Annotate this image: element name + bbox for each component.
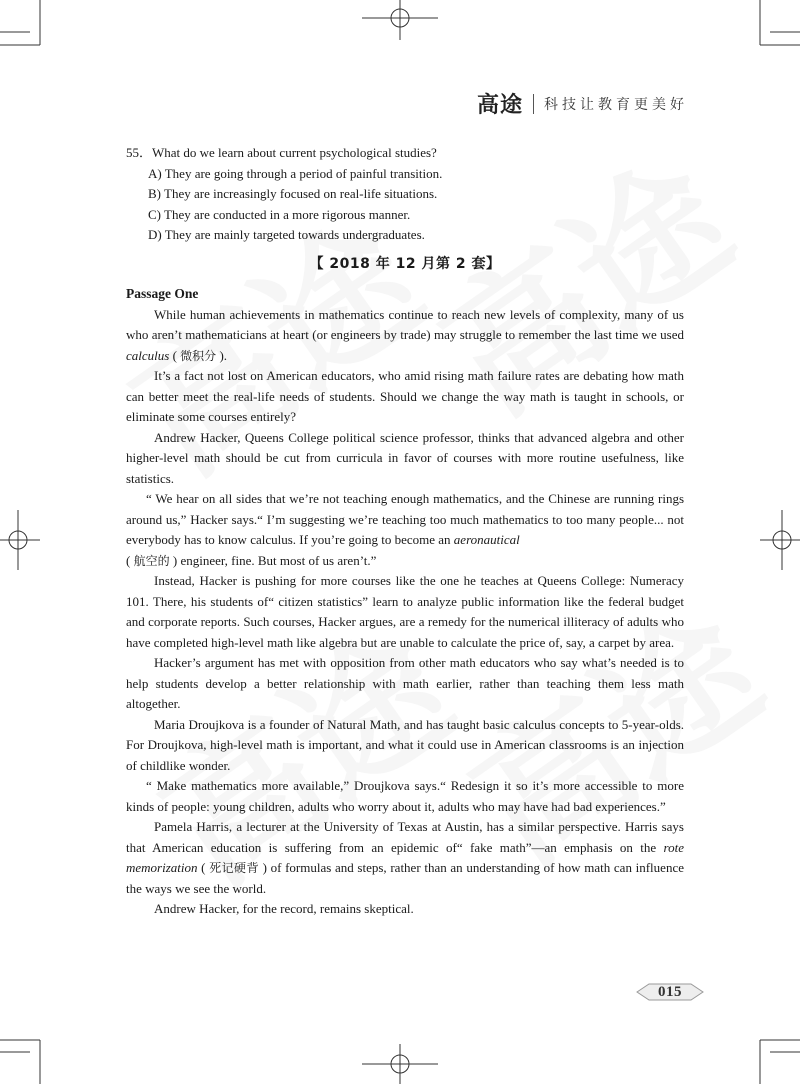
paragraph-4: “ We hear on all sides that we’re not teaching enough mathematics, and the Chinese are running rings around us,” Hacker says.“ I’m suggesting we’re teaching too much mathematics to too many people... not everybody has to know calculus. If you’re going to become an aeronautical ( 航空的 ) engineer, fine. But most of us aren’t.” — [126, 491, 684, 568]
paragraph-1: While human achievements in mathematics continue to reach new levels of complexity, many of us who aren’t mathematicians at heart (or engineers by trade) may struggle to remember the last time we used calculus ( 微积分 ). — [126, 306, 684, 363]
option-a: A) They are going through a period of painful transition. — [148, 165, 443, 181]
paragraph-5: Instead, Hacker is pushing for more courses like the one he teaches at Queens College: Numeracy 101. There, his students of“ citizen statistics” learn to analyze public information like the federal budget and corporate reports. Such courses, Hacker argues, are a remedy for the numerical illiteracy of adults who have completed high-level math like algebra but are unable to calculate the price of, say, a carpet by area. — [126, 573, 684, 650]
term-aeronautical: aeronautical — [453, 532, 520, 547]
gloss-rote-memorization: 死记硬背 — [209, 861, 259, 875]
paragraph-7: Maria Droujkova is a founder of Natural Math, and has taught basic calculus concepts to 5-year-olds. For Droujkova, high-level math is important, and what it could use in American classrooms is an injection of childlike wonder. — [126, 716, 684, 773]
paragraph-9: Pamela Harris, a lecturer at the University of Texas at Austin, has a similar perspective. Harris says that American education is suffering from an epidemic of“ fake math”—an emphasis on the rote memorization ( 死记硬背 ) of formulas and steps, rather than an understanding of how math can influence the ways we see the world. — [126, 819, 684, 896]
question-block — [126, 143, 684, 246]
page-number: 015 — [658, 983, 682, 1000]
passage-title: Passage One — [126, 286, 199, 301]
brand-logo: 高途 — [476, 93, 523, 118]
set-title: 【 2018 年 12 月第 2 套】 — [309, 255, 501, 272]
page-number-badge — [635, 980, 705, 1004]
paragraph-10: Andrew Hacker, for the record, remains skeptical. — [154, 901, 414, 916]
question-stem: 55．What do we learn about current psychological studies? — [126, 145, 437, 160]
paragraph-6: Hacker’s argument has met with opposition from other math educators who say what’s needed is to help students develop a better relationship with math earlier, rather than teaching them less math altogether. — [126, 655, 684, 711]
gloss-calculus: 微积分 — [180, 348, 217, 363]
gloss-aeronautical: 航空的 — [133, 553, 170, 568]
option-d: D) They are mainly targeted towards undergraduates. — [148, 227, 425, 242]
page-header — [477, 88, 688, 119]
option-c: C) They are conducted in a more rigorous manner. — [148, 206, 411, 222]
paragraph-8: “ Make mathematics more available,” Droujkova says.“ Redesign it so it’s more accessible to more kinds of people: young children, adults who worry about it, adults who may have had bad experiences.” — [126, 778, 684, 814]
term-calculus: calculus — [126, 347, 170, 363]
header-slogan: 科技让教育更美好 — [544, 96, 688, 113]
page-content — [126, 143, 684, 920]
paragraph-2: It’s a fact not lost on American educators, who amid rising math failure rates are debating how math can better meet the real-life needs of students. Should we change the way math is taught in schools, or eliminate some courses entirely? — [126, 368, 684, 424]
header-divider — [533, 94, 534, 114]
term-rote-memorization: rote memorization — [126, 839, 684, 875]
paragraph-3: Andrew Hacker, Queens College political science professor, thinks that advanced algebra and other higher-level math should be cut from curricula in favor of courses with more routine usefulness, like statistics. — [126, 429, 684, 486]
option-b: B) They are increasingly focused on real-life situations. — [148, 186, 438, 201]
